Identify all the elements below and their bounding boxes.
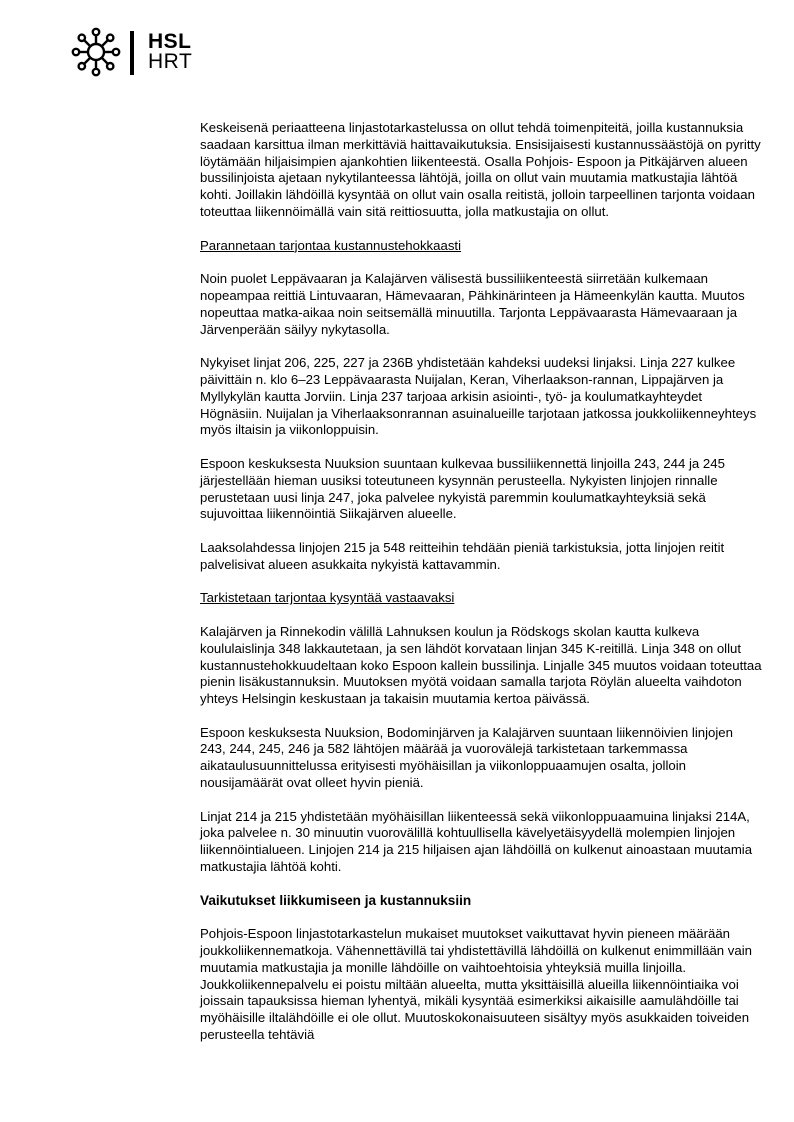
hsl-hrt-logo-icon: [70, 26, 126, 78]
logo-divider: [130, 31, 134, 75]
paragraph-line-348: Kalajärven ja Rinnekodin välillä Lahnuksen koulun ja Rödskogs skolan kautta kulkeva koululaislinja 348 lakkautetaan, ja sen lähdöt korvataan linjan 345 K-reitillä. Linja 348 on ollut kustannustehokkuudeltaan koko Espoon kallein bussilinja. Linjalle 345 muutos voidaan toteuttaa pienin lisäkustannuksin. Muutoksen myötä voidaan samalla tarjota Röylän alueelta vaihdoton yhteys Helsingin keskustaan ja takaisin muutamia kertoa päivässä.: [200, 623, 762, 707]
paragraph-departure-review: Espoon keskuksesta Nuuksion, Bodominjärven ja Kalajärven suuntaan liikennöivien linjojen 243, 244, 245, 246 ja 582 lähtöjen määrää ja vuorovälejä tarkistetaan tarkemmassa aikataulusuunnittelussa erityisesti myöhäisillan ja viikonloppuaamujen osalta, jolloin nousijamäärät ovat olleet hyvin pieniä.: [200, 724, 733, 791]
subheading-adjust-supply: Tarkistetaan tarjontaa kysyntää vastaavaksi: [200, 590, 455, 606]
paragraph-laaksolahti: Laaksolahdessa linjojen 215 ja 548 reitteihin tehdään pieniä tarkistuksia, jotta linjojen reitit palvelisivat alueen asukkaita nykyistä kattavammin.: [200, 539, 725, 572]
section-heading-impacts: Vaikutukset liikkumiseen ja kustannuksiin: [200, 892, 472, 908]
document-body: [200, 120, 762, 1061]
paragraph-nuuksio-lines: Espoon keskuksesta Nuuksion suuntaan kulkevaa bussiliikennettä linjoilla 243, 244 ja 245 järjestellään hieman uusiksi toteutuneen kysynnän perusteella. Nykyisten linjojen rinnalle perustetaan uusi linja 247, joka palvelee nykyistä paremmin koulumatkayhteyksiä sekä sujuvoittaa liikennöintiä Siikajärven alueelle.: [200, 455, 725, 522]
logo-wordmark: [148, 32, 192, 72]
paragraph-intro: Keskeisenä periaatteena linjastotarkastelussa on ollut tehdä toimenpiteitä, joilla kustannuksia saadaan karsittua ilman merkittäviä haittavaikutuksia. Ensisijaisesti kustannussäästöjä on pyritty löytämään hiljaisimpien ajankohtien liikenteestä. Osalla Pohjois- Espoon ja Pitkäjärven alueen bussilinjoista ajetaan nykytilanteessa lähtöjä, joilla on ollut vain muutamia matkustajia lähtöä kohti. Joillakin lähdöillä kysyntää on ollut vain osalla reitistä, jolloin tarpeellinen tarjonta voidaan toteuttaa liikennöimällä vain sitä reittiosuutta, jolla matkustajia on ollut.: [200, 120, 761, 219]
paragraph-leppavaara-kalajarvi: Noin puolet Leppävaaran ja Kalajärven välisestä bussiliikenteestä siirretään kulkemaan nopeampaa reittiä Lintuvaaran, Hämevaaran, Pähkinärinteen ja Hämeenkylän kautta. Muutos nopeuttaa matka-aikaa noin seitsemällä minuutilla. Tarjonta Leppävaarasta Hämevaaraan ja Järvenperään säilyy nykytasolla.: [200, 271, 745, 337]
logo-line-hrt: HRT: [148, 50, 193, 73]
paragraph-line-214a: Linjat 214 ja 215 yhdistetään myöhäisillan liikenteessä sekä viikonloppuaamuina linjaksi 214A, joka palvelee n. 30 minuutin vuorovälillä kohtuullisella kävelyetäisyydellä molempien linjojen liikennöintialueen. Linjojen 214 ja 215 hiljaisen ajan lähdöillä on kulkenut ainoastaan muutamia matkustajia lähtöä kohti.: [200, 808, 753, 875]
hsl-hrt-logo: [70, 26, 210, 78]
paragraph-lines-merge: Nykyiset linjat 206, 225, 227 ja 236B yhdistetään kahdeksi uudeksi linjaksi. Linja 227 kulkee päivittäin n. klo 6–23 Leppävaarasta Nuijalan, Keran, Viherlaakson-rannan, Lippajärven ja Myllykylän kautta Jorviin. Linja 237 tarjoaa arkisin asiointi-, työ- ja koulumatkayhteydet Högnäsiin. Nuijalan ja Viherlaaksonrannan asuinalueille tarjotaan jatkossa joukkoliikenneyhteys myös iltaisin ja viikonloppuisin.: [200, 355, 757, 438]
paragraph-impacts: Pohjois-Espoon linjastotarkastelun mukaiset muutokset vaikuttavat hyvin pieneen määrään joukkoliikennematkoja. Vähennettävillä tai yhdistettävillä lähdöillä on kulkenut enimmillään vain muutamia matkustajia ja monille lähdöille on vaihtoehtoisia yhteyksiä muilla linjoilla. Joukkoliikennepalvelu ei poistu miltään alueelta, mutta yksittäisillä alueilla liikennöintiaika voi joissain tapauksissa hieman lyhentyä, mikäli kysyntää esimerkiksi aikaisille aamulähdöille tai myöhäisille iltalähdöille ei ole ollut. Muutoskokonaisuuteen sisältyy myös asukkaiden toiveiden perusteella tehtäviä: [200, 926, 752, 1043]
logo-line-hsl: HSL: [148, 30, 192, 53]
subheading-improve-supply: Parannetaan tarjontaa kustannustehokkaasti: [200, 237, 462, 253]
